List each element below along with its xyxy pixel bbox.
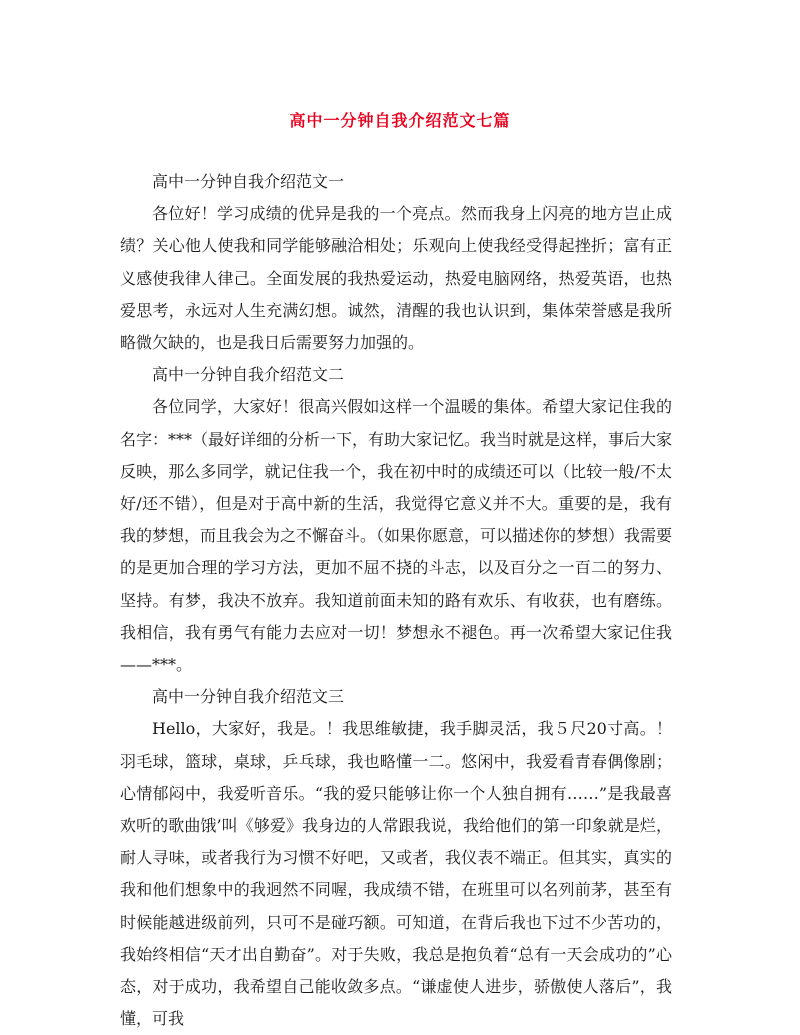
section-heading-3: 高中一分钟自我介绍范文三 [152, 687, 345, 707]
document-title: 高中一分钟自我介绍范文七篇 [289, 111, 511, 130]
document-body [120, 166, 672, 1035]
section-paragraph-1: 各位好！学习成绩的优异是我的一个亮点。然而我身上闪亮的地方岂止成绩？关心他人使我和同学能够融洽相处；乐观向上使我经受得起挫折；富有正义感使我律人律己。全面发展的我热爱运动，热爱电脑网络，热爱英语，也热爱思考，永远对人生充满幻想。诚然，清醒的我也认识到，集体荣誉感是我所略微欠缺的，也是我日后需要努力加强的。 [120, 204, 672, 353]
section-heading-2: 高中一分钟自我介绍范文二 [152, 365, 345, 385]
section-heading-1: 高中一分钟自我介绍范文一 [152, 172, 345, 191]
section-paragraph-2: 各位同学，大家好！很高兴假如这样一个温暖的集体。希望大家记住我的名字：***（最好详细的分析一下，有助大家记忆。我当时就是这样，事后大家反映，那么多同学，就记住我一个，我在初中时的成绩还可以（比较一般/不太好/还不错），但是对于高中新的生活，我觉得它意义并不大。重要的是，我有我的梦想，而且我会为之不懈奋斗。（如果你愿意，可以描述你的梦想）我需要的是更加合理的学习方法，更加不屈不挠的斗志，以及百分之一百二的努力、坚持。有梦，我决不放弃。我知道前面未知的路有欢乐、有收获，也有磨练。我相信，我有勇气有能力去应对一切！梦想永不褪色。再一次希望大家记住我——***。 [120, 397, 673, 675]
section-paragraph-3: Hello，大家好，我是。！我思维敏捷，我手脚灵活，我５尺20寸高。！羽毛球，篮球，桌球，乒乓球，我也略懂一二。悠闲中，我爱看青春偶像剧；心情郁闷中，我爱听音乐。“我的爱只能够让你一个人独自拥有……”是我最喜欢听的歌曲饿’叫《够爱》我身边的人常跟我说，我给他们的第一印象就是烂，耐人寻味，或者我行为习惯不好吧，又或者，我仪表不端正。但其实，真实的我和他们想象中的我迥然不同喔，我成绩不错，在班里可以名列前茅，甚至有时候能越进级前列，只可不是碰巧额。可知道，在背后我也下过不少苦功的，我始终相信“天才出自勤奋”。对于失败，我总是抱负着“总有一天会成功的”心态，对于成功，我希望自己能收敛多点。“谦虚使人进步，骄傲使人落后”，我懂，可我 [120, 719, 672, 1029]
